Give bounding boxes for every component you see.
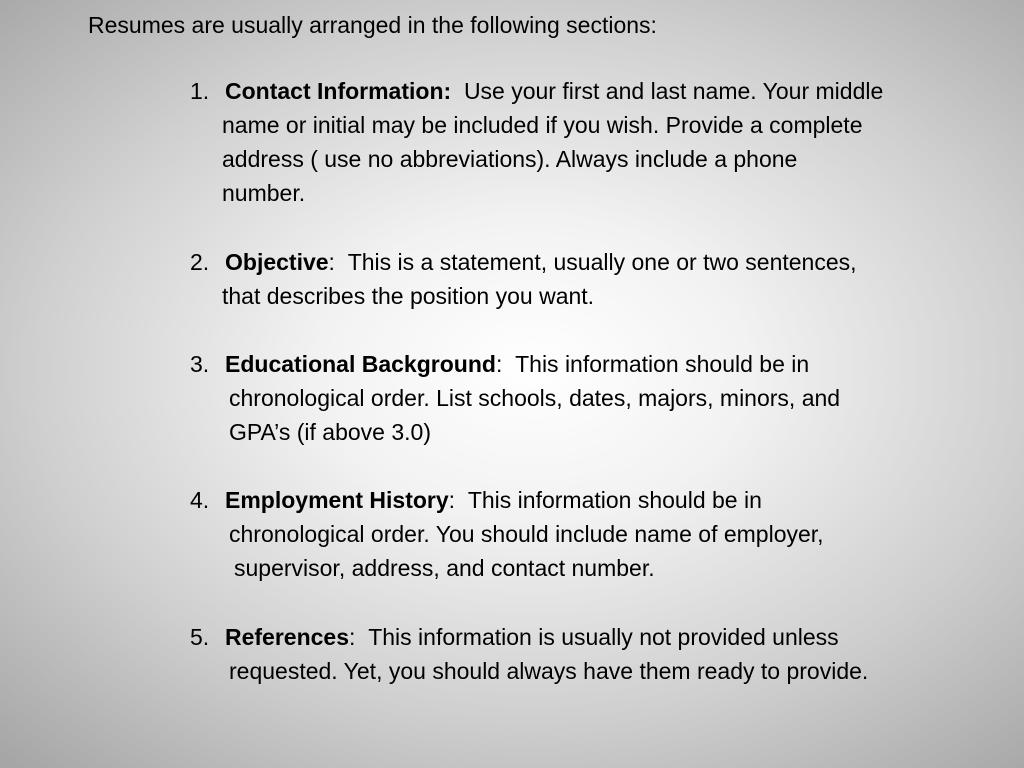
section-number: 1. (190, 78, 210, 104)
section-heading: References (225, 624, 350, 650)
section-educational-background (190, 347, 840, 449)
section-number: 3. (190, 351, 210, 377)
section-number: 5. (190, 624, 210, 650)
section-references (190, 620, 868, 688)
section-text: that describes the position you want. (222, 283, 595, 309)
section-text: name or initial may be included if you wish. Provide a complete (222, 112, 863, 138)
section-heading: Employment History (225, 487, 449, 513)
section-separator: : (448, 487, 456, 513)
section-text: This information is usually not provided unless (368, 624, 839, 650)
section-text: GPA’s (if above 3.0) (229, 419, 431, 445)
section-heading: Objective (225, 249, 329, 275)
section-text: number. (222, 180, 306, 206)
section-contact-information (190, 74, 883, 210)
section-separator: : (349, 624, 356, 650)
intro-text: Resumes are usually arranged in the following sections: (88, 12, 657, 38)
section-objective (190, 245, 857, 313)
section-number: 4. (190, 487, 210, 513)
section-text: chronological order. List schools, dates, majors, minors, and (229, 385, 841, 411)
section-text: This information should be in (467, 487, 762, 513)
section-text: supervisor, address, and contact number. (234, 555, 655, 581)
section-separator: : (328, 249, 335, 275)
section-heading: Educational Background (225, 351, 496, 377)
section-text: requested. Yet, you should always have them ready to provide. (229, 658, 869, 684)
section-text: address ( use no abbreviations). Always include a phone (222, 146, 798, 172)
section-text: This is a statement, usually one or two sentences, (347, 249, 857, 275)
section-text: This information should be in (515, 351, 810, 377)
section-separator: : (495, 351, 503, 377)
section-heading: Contact Information: (225, 78, 452, 104)
section-text: chronological order. You should include name of employer, (229, 521, 824, 547)
section-employment-history (190, 483, 824, 585)
section-number: 2. (190, 249, 210, 275)
section-text: Use your first and last name. Your middle (463, 78, 884, 104)
